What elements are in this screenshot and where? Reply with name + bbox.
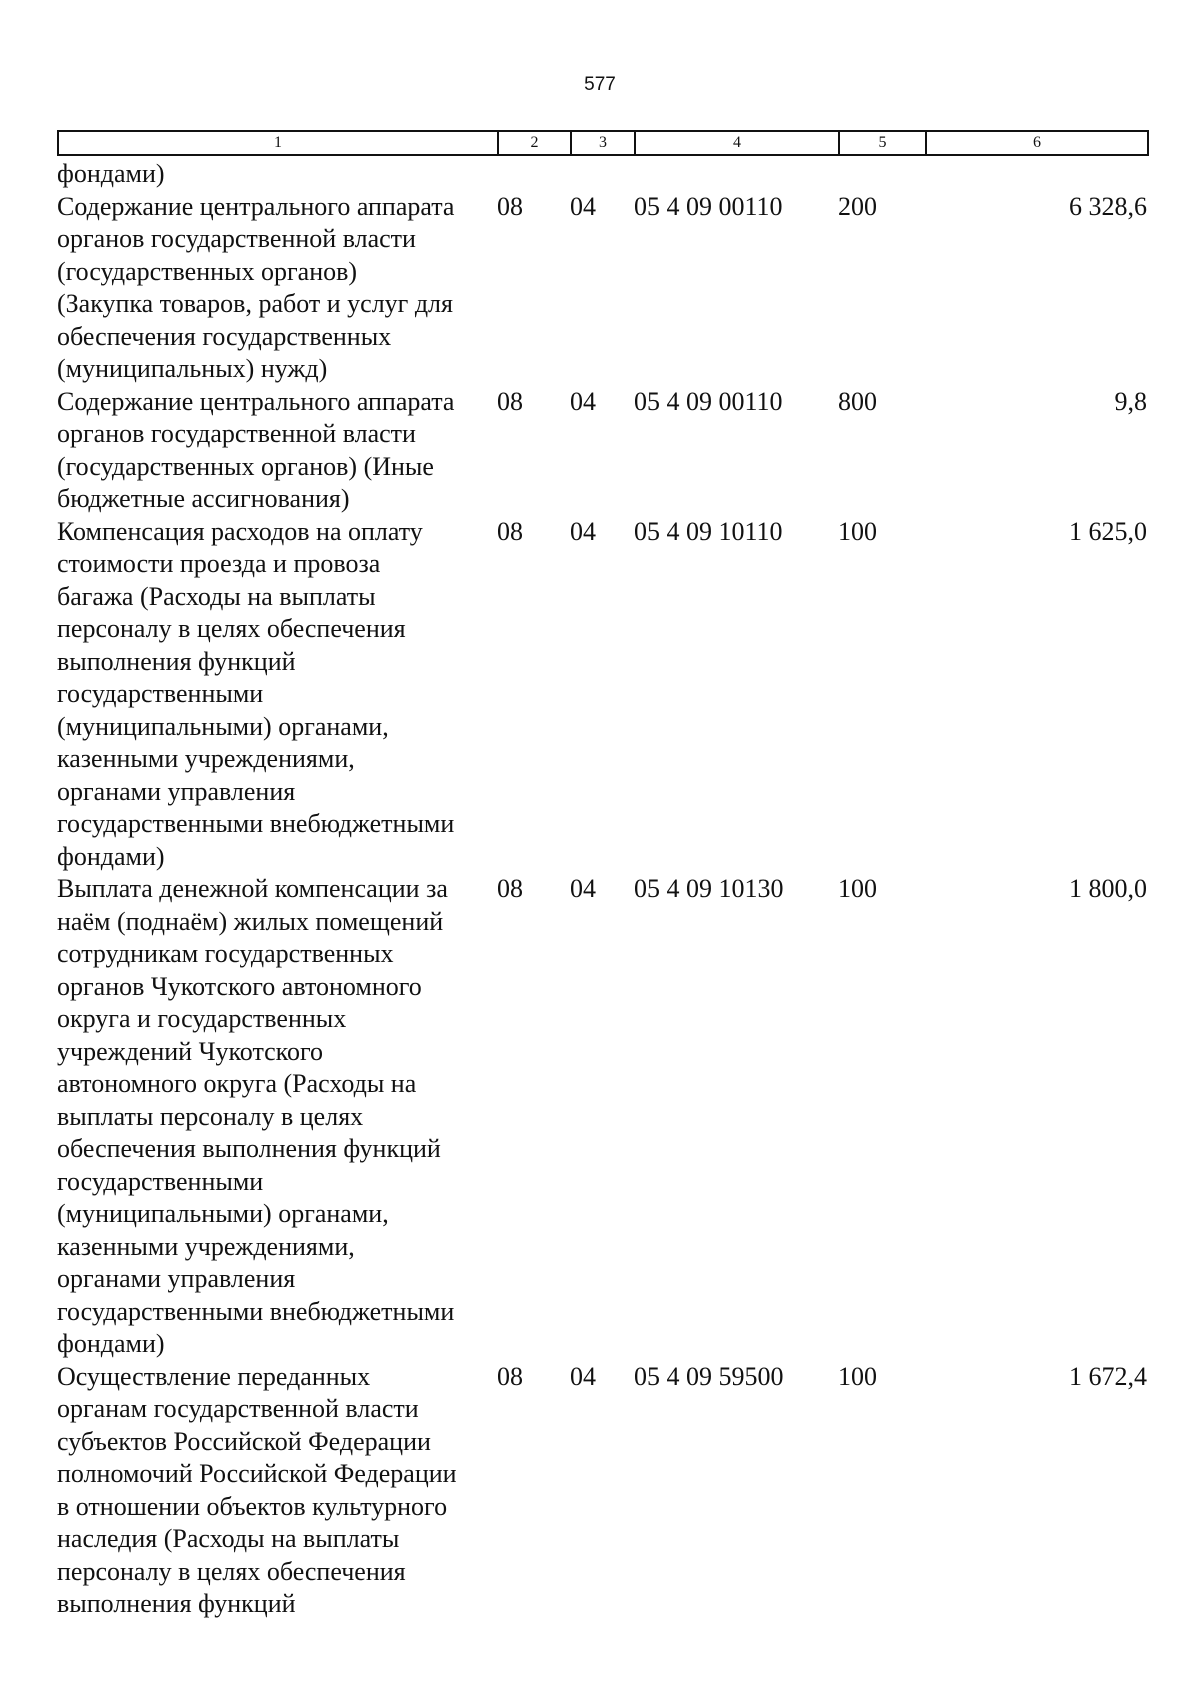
page-number: 577 (584, 74, 616, 95)
subsection-code-cell: 04 (570, 1361, 596, 1391)
expenditure-name-cell: Выплата денежной компенсации за наём (поднаём) жилых помещений сотрудникам государственных органов Чукотского автономного округа и государственных учреждений Чукотского автономного округа (Расходы на выплаты персоналу в целях обеспечения выполнения функций государственными (муниципальными) органами, казенными учреждениями, органами управления государственными внебюджетными фондами) (57, 874, 455, 1358)
amount-cell: 1 800,0 (1069, 874, 1147, 903)
header-cell-6: 6 (926, 131, 1148, 155)
header-cell-1: 1 (58, 131, 498, 155)
subsection-code-cell: 04 (570, 516, 596, 546)
table-row (57, 516, 1147, 874)
header-cell-2: 2 (498, 131, 571, 155)
amount-cell (925, 158, 1147, 191)
header-cell-5: 5 (839, 131, 926, 155)
amount-cell: 1 672,4 (1069, 1361, 1147, 1391)
expense-type-cell: 100 (838, 874, 877, 903)
table-row (57, 1361, 1147, 1621)
header-cell-4: 4 (635, 131, 839, 155)
section-code-cell (497, 158, 570, 191)
expenditure-name-cell: фондами) (57, 159, 165, 188)
budget-table (57, 158, 1147, 1621)
subsection-code-cell: 04 (570, 191, 596, 221)
expense-type-cell (838, 158, 925, 191)
expenditure-name-cell: Компенсация расходов на оплату стоимости проезда и провоза багажа (Расходы на выплаты персоналу в целях обеспечения выполнения функций государственными (муниципальными) органами, казенными учреждениями, органами управления государственными внебюджетными фондами) (57, 516, 455, 871)
header-cell-3: 3 (571, 131, 635, 155)
column-number-header (57, 130, 1149, 156)
subsection-code-cell: 04 (570, 386, 596, 416)
target-article-cell: 05 4 09 59500 (634, 1361, 784, 1391)
table-row (57, 386, 1147, 516)
section-code-cell: 08 (497, 191, 523, 221)
section-code-cell: 08 (497, 1361, 523, 1391)
expense-type-cell: 100 (838, 516, 877, 546)
expenditure-name-cell: Содержание центрального аппарата органов государственной власти (государственных органов) (Иные бюджетные ассигнования) (57, 386, 455, 513)
section-code-cell: 08 (497, 386, 523, 416)
target-article-cell: 05 4 09 00110 (634, 386, 783, 416)
amount-cell: 1 625,0 (1069, 516, 1147, 546)
amount-cell: 6 328,6 (1069, 191, 1147, 221)
expense-type-cell: 100 (838, 1361, 877, 1391)
table-row (57, 873, 1147, 1361)
section-code-cell: 08 (497, 516, 523, 546)
subsection-code-cell (570, 158, 634, 191)
amount-cell: 9,8 (1114, 386, 1147, 416)
budget-table-body (57, 158, 1147, 1621)
expense-type-cell: 800 (838, 386, 877, 416)
target-article-cell (634, 158, 838, 191)
expenditure-name-cell: Содержание центрального аппарата органов государственной власти (государственных органов) (Закупка товаров, работ и услуг для обеспечения государственных (муниципальных) нужд) (57, 191, 455, 383)
header-row (58, 131, 1148, 155)
table-row (57, 191, 1147, 386)
expenditure-name-cell: Осуществление переданных органам государственной власти субъектов Российской Федерации полномочий Российской Федерации в отношении объектов культурного наследия (Расходы на выплаты персоналу в целях обеспечения выполнения функций (57, 1361, 457, 1618)
table-row (57, 158, 1147, 191)
subsection-code-cell: 04 (570, 874, 596, 903)
target-article-cell: 05 4 09 10110 (634, 516, 783, 546)
target-article-cell: 05 4 09 00110 (634, 191, 783, 221)
section-code-cell: 08 (497, 874, 523, 903)
expense-type-cell: 200 (838, 191, 877, 221)
target-article-cell: 05 4 09 10130 (634, 874, 784, 903)
